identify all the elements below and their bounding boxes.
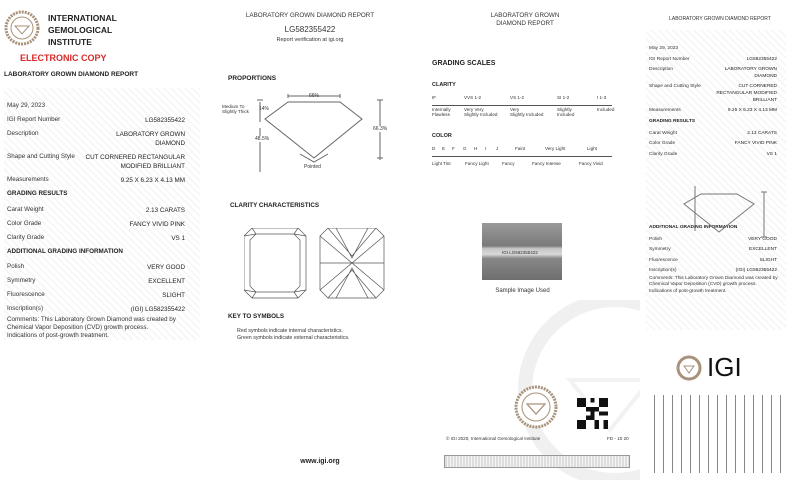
info-row	[649, 152, 777, 159]
row-label: IGI Report Number	[649, 56, 690, 62]
info-row	[649, 57, 777, 64]
row-value: CUT CORNERED RECTANGULAR MODIFIED BRILLIANT	[85, 154, 185, 171]
key-to-symbols-title: KEY TO SYMBOLS	[228, 313, 285, 320]
color-description: Fancy	[502, 161, 515, 166]
row-label: Symmetry	[7, 277, 36, 284]
clarity-grade: VVS 1-2	[464, 95, 482, 100]
left-report-panel	[0, 0, 220, 485]
row-label: Description	[7, 130, 39, 137]
row-label: Shape and Cutting Style	[649, 84, 701, 90]
website-link[interactable]: www.igi.org	[300, 458, 340, 465]
info-row	[7, 291, 185, 300]
row-label: Clarity Grade	[7, 233, 45, 241]
row-label: Symmetry	[649, 247, 671, 253]
comments: Comments: This Laboratory Grown Diamond was created by Chemical Vapor Deposition (CVD) growth process. Indications of post-growth treatment.	[649, 275, 778, 294]
row-value: 2.13 CARATS	[747, 130, 777, 136]
proportions-diagram-small	[649, 176, 779, 256]
row-value: VS 1	[766, 151, 777, 157]
girdle-label: Medium To Slightly Thick	[222, 104, 249, 114]
row-value: VERY GOOD	[147, 264, 185, 271]
report-date: May 29, 2023	[649, 46, 679, 51]
row-value: VERY GOOD	[748, 236, 777, 242]
row-value: EXCELLENT	[749, 247, 777, 253]
row-value: FANCY VIVID PINK	[734, 141, 777, 147]
row-value: FANCY VIVID PINK	[129, 220, 185, 228]
igi-seal-icon	[4, 10, 40, 46]
clarity-grade: I 1-3	[597, 95, 607, 100]
row-label: Polish	[649, 236, 663, 242]
color-grade: D	[432, 146, 436, 151]
key-line: Green symbols indicate external characteristics.	[237, 335, 350, 341]
row-label: Shape and Cutting Style	[7, 153, 75, 161]
sample-caption: Sample Image Used	[495, 288, 550, 294]
proportions-panel	[220, 0, 420, 485]
clarity-grade: SI 1-2	[557, 95, 570, 100]
info-row	[7, 263, 185, 272]
crown-percent: 14%	[259, 106, 270, 112]
info-row	[7, 220, 185, 229]
row-value: (IGI) LG582355422	[130, 306, 185, 313]
info-row	[7, 305, 185, 314]
igi-seal-icon	[514, 385, 558, 429]
color-grade: E	[442, 146, 446, 151]
clarity-description: Very Slightly Included	[510, 107, 544, 117]
grading-results-title: GRADING RESULTS	[649, 118, 696, 124]
additional-info-title: ADDITIONAL GRADING INFORMATION	[649, 225, 738, 231]
clarity-grade: IF	[432, 95, 437, 100]
color-grade: Very Light	[545, 146, 566, 151]
color-description: Fancy Intense	[532, 161, 561, 166]
info-row	[649, 141, 777, 148]
info-row	[7, 153, 185, 171]
igi-logo-text: IGI	[707, 352, 742, 382]
electronic-copy-label: ELECTRONIC COPY	[20, 53, 107, 63]
info-row	[7, 206, 185, 215]
info-row	[649, 131, 777, 138]
org-name-line: INTERNATIONAL	[48, 13, 117, 23]
info-row	[649, 108, 777, 115]
culet-label: Pointed	[304, 164, 321, 170]
right-title: LABORATORY GROWN DIAMOND REPORT	[669, 16, 771, 22]
igi-logo	[676, 352, 742, 383]
info-row	[7, 234, 185, 243]
color-grade: G	[463, 146, 467, 151]
info-row	[649, 258, 777, 265]
additional-info-title: ADDITIONAL GRADING INFORMATION	[7, 247, 123, 255]
color-grade: Light	[587, 146, 597, 151]
row-label: Clarity Grade	[649, 151, 678, 157]
clarity-description: Very Very Slightly Included	[464, 107, 498, 117]
clarity-scale-title: CLARITY	[432, 82, 456, 88]
row-label: IGI Report Number	[7, 116, 61, 123]
row-value: VS 1	[171, 234, 185, 242]
color-grade: I	[485, 146, 487, 151]
info-row	[649, 67, 777, 81]
grading-results-title: GRADING RESULTS	[7, 190, 68, 198]
table-percent: 66%	[309, 93, 320, 99]
row-label: Inscription(s)	[649, 268, 677, 274]
row-value: 9.25 X 6.23 X 4.13 MM	[727, 108, 777, 114]
row-value: LABORATORY GROWN DIAMOND	[724, 67, 777, 79]
info-row	[649, 268, 777, 275]
row-value: (IGI) LG582355422	[735, 268, 777, 274]
clarity-description: Internally Flawless	[432, 107, 451, 117]
report-title: LABORATORY GROWN DIAMOND REPORT	[4, 71, 139, 78]
row-label: Carat Weight	[7, 205, 44, 213]
row-label: Description	[649, 67, 673, 72]
info-row	[649, 84, 777, 104]
rotated-summary	[648, 395, 788, 473]
color-grade: H	[474, 146, 478, 151]
security-notice-box	[444, 455, 630, 468]
depth-percent: 66.3%	[373, 126, 388, 132]
sample-image	[482, 223, 562, 280]
color-description: Light Tint	[432, 161, 451, 166]
color-grade: J	[496, 146, 499, 151]
clarity-grade: VS 1-2	[510, 95, 525, 100]
color-grade: Faint	[515, 146, 526, 151]
row-value: 9.25 X 6.23 X 4.13 MM	[120, 177, 185, 185]
row-label: Inscription(s)	[7, 305, 44, 312]
row-value: SLIGHT	[759, 257, 777, 263]
row-label: Measurements	[7, 176, 49, 184]
clarity-plot-diagram	[244, 228, 414, 300]
row-value: 2.13 CARATS	[145, 206, 185, 214]
pavilion-percent: 48.5%	[255, 136, 270, 142]
org-name-line: INSTITUTE	[48, 37, 92, 47]
report-date: May 29, 2023	[7, 102, 46, 109]
info-row	[7, 130, 185, 148]
row-value: EXCELLENT	[148, 278, 185, 285]
row-value: CUT CORNERED RECTANGULAR MODIFIED BRILLIANT	[716, 84, 777, 103]
org-name-line: GEMOLOGICAL	[48, 25, 113, 35]
copyright: © IGI 2020, International Gemological Institute	[446, 436, 541, 441]
color-grade: F	[452, 146, 455, 151]
grading-scales-heading: GRADING SCALES	[432, 60, 496, 67]
verification-link[interactable]: Report verification at igi.org	[276, 37, 344, 43]
info-row	[7, 277, 185, 286]
row-value: LABORATORY GROWN DIAMOND	[116, 131, 185, 148]
row-label: Fluorescence	[649, 257, 678, 263]
qr-code[interactable]	[577, 398, 608, 429]
row-label: Fluorescence	[7, 291, 45, 298]
center-title: LABORATORY GROWN DIAMOND REPORT	[245, 12, 375, 19]
info-row	[7, 116, 185, 125]
row-value: SLIGHT	[162, 292, 185, 299]
row-label: Polish	[7, 263, 25, 270]
color-description: Fancy Vivid	[579, 161, 603, 166]
report-number: LG582355422	[284, 25, 336, 34]
color-scale-title: COLOR	[432, 133, 452, 139]
form-code: FD - 10 20	[607, 436, 629, 441]
clarity-characteristics-title: CLARITY CHARACTERISTICS	[230, 202, 320, 209]
row-label: Measurements	[649, 108, 681, 114]
row-label: Carat Weight	[649, 130, 677, 136]
info-row	[7, 176, 185, 185]
row-value: LG582355422	[746, 56, 777, 62]
right-report-panel	[640, 0, 800, 485]
row-label: Color Grade	[649, 141, 676, 147]
key-line: Red symbols indicate internal characteristics.	[237, 328, 343, 334]
clarity-description: Included	[597, 107, 615, 112]
clarity-description: Slightly Included	[557, 107, 575, 117]
sample-inscription: IGI LG582355422	[502, 250, 538, 255]
proportions-title: PROPORTIONS	[228, 75, 277, 82]
color-description: Fancy Light	[465, 161, 489, 166]
row-value: LG582355422	[145, 117, 185, 124]
row-label: Color Grade	[7, 219, 42, 227]
grading-scales-panel	[420, 0, 640, 485]
scales-title: LABORATORY GROWN DIAMOND REPORT	[490, 12, 560, 27]
comments: Comments: This Laboratory Grown Diamond was created by Chemical Vapor Deposition (CVD) growth process. Indications of post-growth treatment.	[7, 315, 176, 340]
